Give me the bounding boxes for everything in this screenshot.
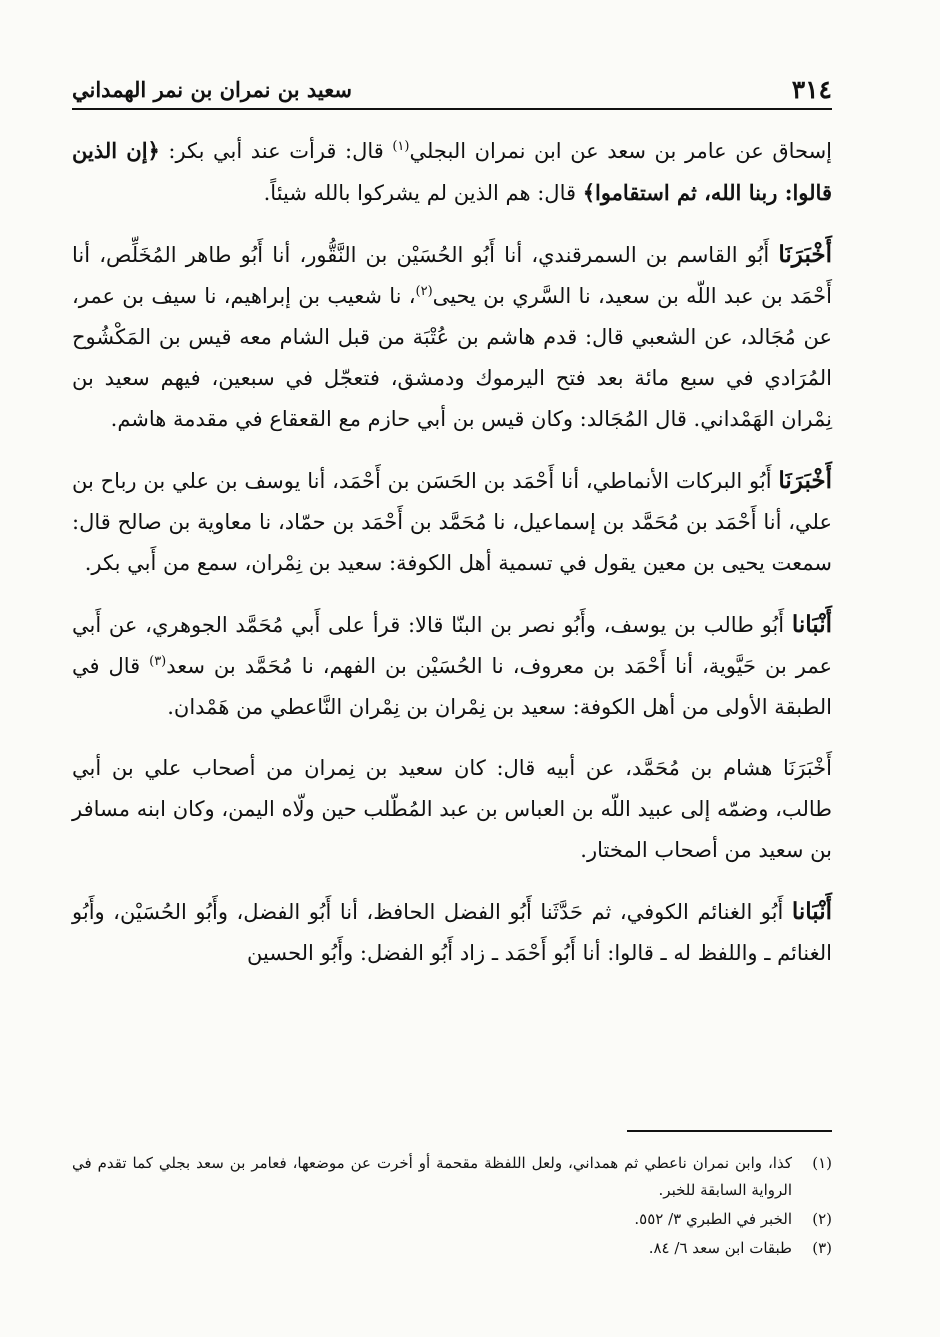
- footnote-divider: [627, 1130, 832, 1132]
- paragraph-text: ، نا شعيب بن إبراهيم، نا سيف بن عمر، عن مُجَالد، عن الشعبي قال: قدم هاشم بن عُتْبَة من قبل الشام معه قيس بن المَكْشُوح المُرَادي في سبع مائة بعد فتح اليرموك ودمشق، فتعجّل في سبعين، فيهم سعيد بن نِمْران الهَمْداني. قال المُجَالد: وكان قيس بن أبي حازم مع القعقاع في مقدمة هاشم.: [72, 284, 832, 431]
- paragraph-text: أَخْبَرَنَا هشام بن مُحَمَّد، عن أبيه قال: كان سعيد بن نِمران من أصحاب علي بن أبي طالب، وضمّه إلى عبيد اللّه بن العباس بن عبد المُطّلب حين ولّاه اليمن، وكان ابنه مسافر بن سعيد من أصحاب المختار.: [72, 756, 832, 862]
- footnotes: [72, 1150, 832, 1264]
- main-text: [72, 130, 832, 994]
- paragraph-text: إسحاق عن عامر بن سعد عن ابن نمران البجلي: [409, 139, 832, 163]
- paragraph: [72, 604, 832, 728]
- running-title: سعيد بن نمران بن نمر الهمداني: [72, 77, 352, 102]
- footnote: [72, 1206, 832, 1233]
- footnote: [72, 1235, 832, 1262]
- paragraph: [72, 130, 832, 214]
- paragraph-text: قال: قرأت عند أبي بكر:: [159, 139, 393, 163]
- isnad-lead-word: أَنْبَانا: [791, 898, 832, 925]
- footnote-marker: (٣): [149, 654, 167, 669]
- paragraph: [72, 460, 832, 584]
- footnote-text: كذا، وابن نمران ناعطي ثم همداني، ولعل اللفظة مقحمة أو أخرت عن موضعها، فعامر بن سعد بجلي كما تقدم في الرواية السابقة للخبر.: [72, 1154, 792, 1199]
- footnote-text: الخبر في الطبري ٣/ ٥٥٢.: [634, 1210, 792, 1228]
- paragraph-text: قال في الطبقة الأولى من أهل الكوفة: سعيد بن نِمْران بن نِمْران النَّاعطي من هَمْدان.: [72, 654, 832, 719]
- paragraph: [72, 748, 832, 871]
- isnad-lead-word: أَنْبَانا: [791, 611, 832, 638]
- paragraph-text: أَبُو الغنائم الكوفي، ثم حَدَّثَنا أَبُو الفضل الحافظ، أنا أَبُو الفضل، وأَبُو الحُسَيْن، وأَبُو الغنائم ـ واللفظ له ـ قالوا: أنا أَبُو أَحْمَد ـ زاد أَبُو الفضل: وأَبُو الحسين: [72, 900, 832, 965]
- page-number: ٣١٤: [791, 75, 832, 104]
- footnote-number: (٣): [812, 1239, 832, 1257]
- footnote-marker: (١): [392, 139, 410, 154]
- paragraph-text: أَبُو القاسم بن السمرقندي، أنا أَبُو الحُسَيْن بن النَّقُّور، أنا أَبُو طاهر المُخَلِّص، أنا أَحْمَد بن عبد اللّه بن سعيد، نا السَّري بن يحيى: [72, 243, 832, 308]
- paragraph: [72, 891, 832, 974]
- isnad-lead-word: أَخْبَرَنَا: [778, 467, 832, 494]
- footnote-number: (١): [812, 1154, 832, 1172]
- paragraph: [72, 234, 832, 440]
- footnote: [72, 1150, 832, 1204]
- quran-quote: ﴿إن الذين قالوا: ربنا الله، ثم استقاموا﴾: [72, 138, 832, 205]
- paragraph-text: أَبُو طالب بن يوسف، وأَبُو نصر بن البنّا قالا: قرأ على أَبي مُحَمَّد الجوهري، عن أَبي عمر بن حَيَّوية، أنا أَحْمَد بن معروف، نا الحُسَيْن بن الفهم، نا مُحَمَّد بن سعد: [72, 613, 832, 678]
- paragraph-text: أَبُو البركات الأنماطي، أنا أَحْمَد بن الحَسَن بن أَحْمَد، أنا يوسف بن علي بن رباح بن علي، أنا أَحْمَد بن مُحَمَّد بن إسماعيل، نا مُحَمَّد بن أَحْمَد بن حمّاد، نا معاوية بن صالح قال: سمعت يحيى بن معين يقول في تسمية أهل الكوفة: سعيد بن نِمْران، سمع من أَبي بكر.: [72, 469, 832, 575]
- footnote-marker: (٢): [415, 284, 433, 299]
- footnote-number: (٢): [812, 1210, 832, 1228]
- page-header: [72, 62, 832, 110]
- footnote-text: طبقات ابن سعد ٦/ ٨٤.: [648, 1239, 792, 1257]
- isnad-lead-word: أَخْبَرَنَا: [778, 241, 832, 268]
- paragraph-text: قال: هم الذين لم يشركوا بالله شيئاً.: [263, 181, 583, 205]
